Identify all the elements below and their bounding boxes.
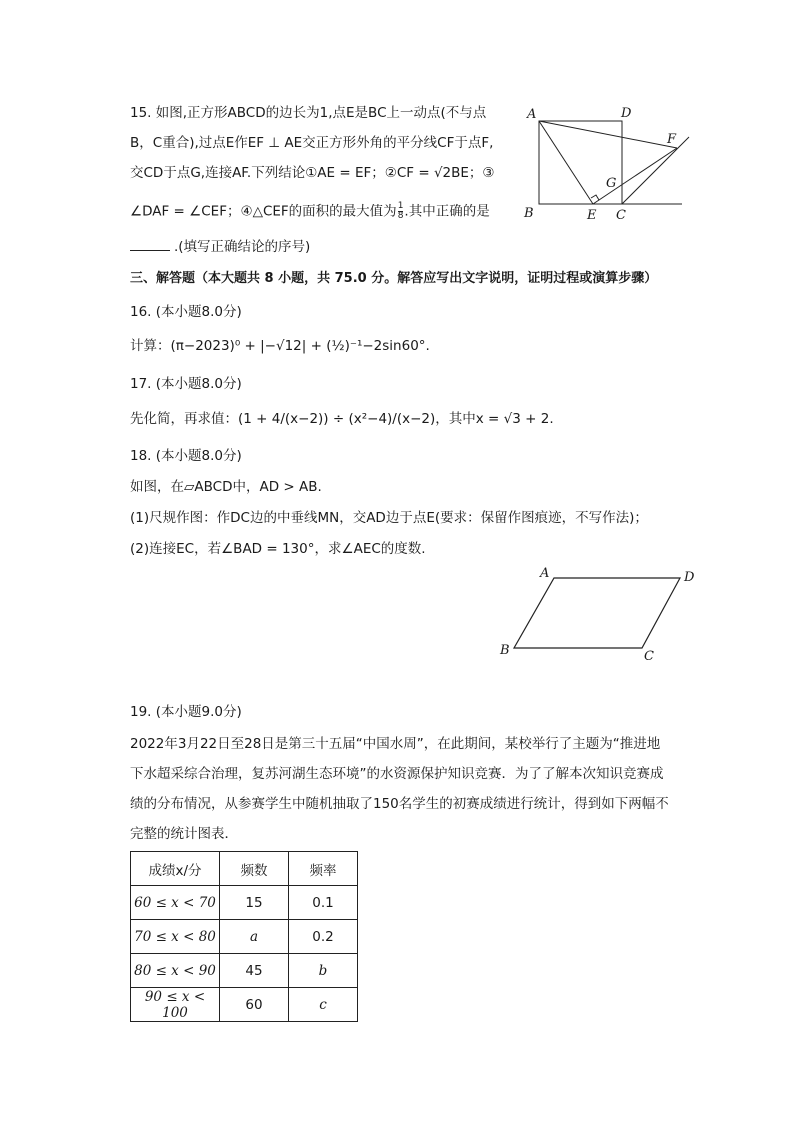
table-cell: 0.1	[289, 886, 358, 920]
table-cell: a	[220, 920, 289, 954]
line-cf	[622, 137, 689, 204]
q15-line5	[130, 238, 310, 256]
q15-square-figure	[520, 100, 700, 225]
line-af	[539, 121, 677, 148]
q17-body: 先化简，再求值：(1 + 4/(x−2)) ÷ (x²−4)/(x−2)，其中x = √3 + 2.	[130, 411, 554, 427]
q19-head: 19. (本小题9.0分)	[130, 704, 242, 720]
q18-intro: 如图，在▱ABCD中，AD > AB.	[130, 479, 322, 495]
label-f: F	[667, 132, 677, 147]
q16-head: 16. (本小题8.0分)	[130, 304, 242, 320]
q15-frac-num: 1	[397, 201, 404, 211]
label-d: D	[621, 106, 632, 121]
label-b: B	[500, 643, 510, 658]
table-cell: 60	[220, 988, 289, 1022]
table-header-cell: 频数	[220, 852, 289, 886]
table-row	[131, 920, 358, 954]
table-cell: 0.2	[289, 920, 358, 954]
table-cell: 70 ≤ x < 80	[131, 920, 220, 954]
label-b: B	[524, 206, 534, 221]
parallelogram-abcd	[514, 578, 680, 648]
label-c: C	[616, 208, 626, 223]
table-header-cell: 频率	[289, 852, 358, 886]
q15-line3: 交CD于点G,连接AF.下列结论①AE = EF；②CF = √2BE；③	[130, 165, 495, 181]
table-cell: 45	[220, 954, 289, 988]
q18-part1: (1)尺规作图：作DC边的中垂线MN，交AD边于点E(要求：保留作图痕迹，不写作法)；	[130, 510, 648, 526]
frequency-table	[130, 851, 358, 1022]
q15-line4b: .其中正确的是	[404, 203, 490, 220]
label-e: E	[587, 208, 597, 223]
q18-parallelogram-figure	[495, 562, 705, 667]
q15-line4a: ∠DAF = ∠CEF；④△CEF的面积的最大值为	[130, 203, 397, 220]
right-angle-mark	[591, 195, 599, 200]
q15-line1: 15. 如图,正方形ABCD的边长为1,点E是BC上一动点(不与点	[130, 105, 487, 121]
label-g: G	[606, 176, 617, 191]
label-a: A	[540, 566, 550, 581]
q16-body: 计算：(π−2023)⁰ + |−√12| + (½)⁻¹−2sin60°.	[130, 338, 430, 354]
table-cell: 80 ≤ x < 90	[131, 954, 220, 988]
q15-fraction	[398, 202, 404, 221]
line-ae	[539, 121, 593, 204]
q19-p3: 绩的分布情况，从参赛学生中随机抽取了150名学生的初赛成绩进行统计，得到如下两幅不	[130, 796, 669, 812]
q19-p2: 下水超采综合治理，复苏河湖生态环境”的水资源保护知识竞赛．为了了解本次知识竞赛成	[130, 766, 664, 782]
q19-p1: 2022年3月22日至28日是第三十五届“中国水周”，在此期间，某校举行了主题为“推进地	[130, 736, 661, 752]
table-header-row	[131, 852, 358, 886]
section3-header: 三、解答题（本大题共 8 小题，共 75.0 分。解答应写出文字说明，证明过程或演算步骤）	[130, 271, 658, 286]
q18-part2: (2)连接EC，若∠BAD = 130°，求∠AEC的度数.	[130, 541, 426, 557]
table-row	[131, 988, 358, 1022]
q15-frac-den: 8	[397, 211, 404, 221]
table-cell: c	[289, 988, 358, 1022]
table-cell: 90 ≤ x < 100	[131, 988, 220, 1022]
table-row	[131, 954, 358, 988]
q15-line5-text: .(填写正确结论的序号)	[174, 239, 311, 255]
table-cell: 15	[220, 886, 289, 920]
label-d: D	[684, 570, 695, 585]
answer-blank[interactable]	[130, 238, 170, 251]
q15-line4	[130, 202, 490, 221]
q15-line2: B，C重合),过点E作EF ⊥ AE交正方形外角的平分线CF于点F,	[130, 135, 494, 151]
square-abcd	[539, 121, 622, 204]
label-c: C	[644, 649, 654, 664]
table-cell: b	[289, 954, 358, 988]
q17-head: 17. (本小题8.0分)	[130, 376, 242, 392]
table-cell: 60 ≤ x < 70	[131, 886, 220, 920]
q19-p4: 完整的统计图表．	[130, 826, 238, 842]
table-header-cell: 成绩x/分	[131, 852, 220, 886]
q18-head: 18. (本小题8.0分)	[130, 448, 242, 464]
table-row	[131, 886, 358, 920]
label-a: A	[527, 107, 537, 122]
